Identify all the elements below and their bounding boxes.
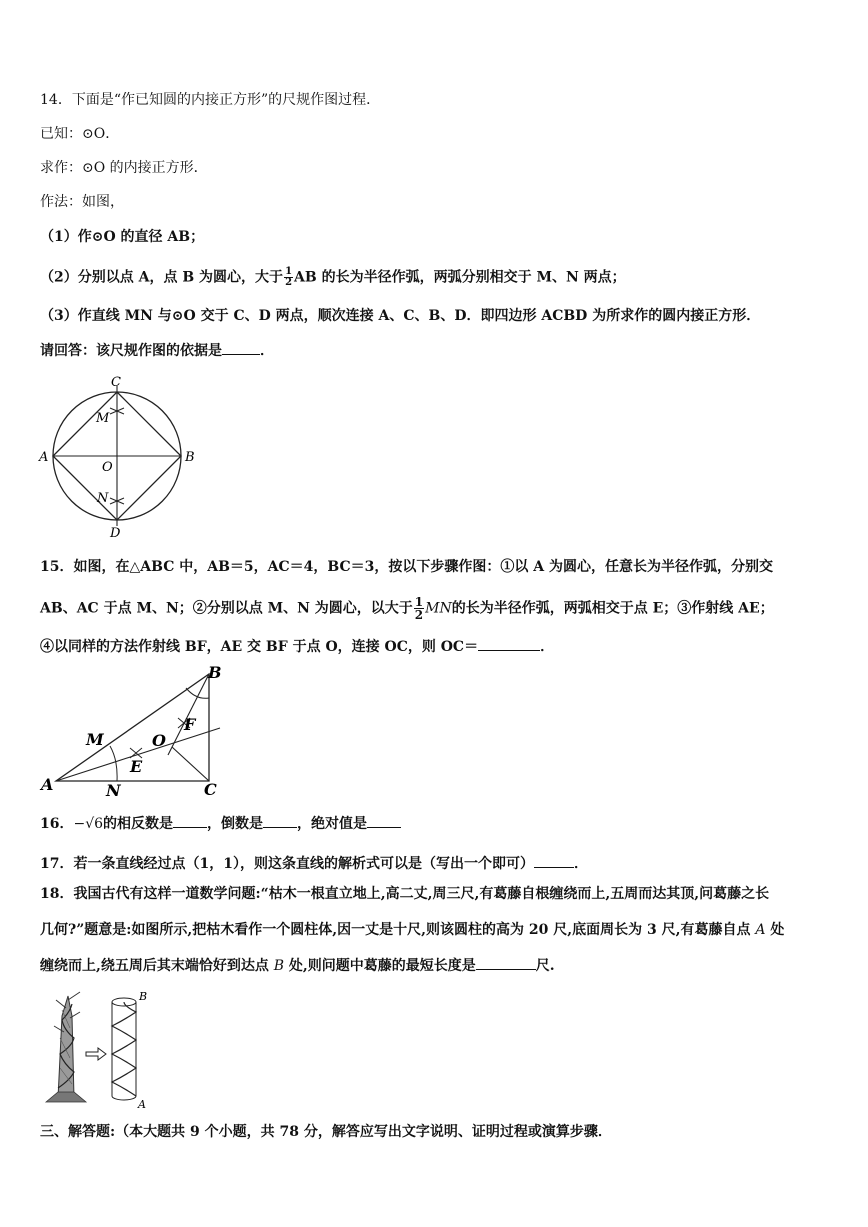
q15-frac-den: 2 [414,608,424,622]
q14-known: 已知：⊙O． [40,126,120,142]
q14-step2 [40,267,626,288]
q14-label-n: N [97,491,109,506]
q15-segment-oc [172,747,209,781]
q17-line [40,853,588,874]
q15-label-f: F [184,715,196,734]
q15-arc-b [186,688,209,698]
q18-line3-a: 缠绕而上,绕五周后其末端恰好到达点 [40,958,274,974]
q14-label-o: O [102,460,113,475]
q16-blank-absolute [367,813,401,828]
q14-label-b: B [185,450,195,465]
q14-step3: （3）作直线 MN 与⊙O 交于 C、D 两点，顺次连接 A、C、B、D．即四边形 ACBD 为所求作的圆内接正方形． [40,308,761,324]
q17-end: ． [573,856,588,872]
q14-ask [40,340,274,361]
q18-fig-label-a: A [138,1098,146,1110]
q14-answer-blank [222,340,260,355]
q15-line2-a: AB、AC 于点 M、N；②分别以点 M、N 为圆心，以大于 [40,600,413,617]
tree-roots [46,1092,86,1102]
q15-label-m: M [86,730,104,749]
q18-figure [40,988,160,1110]
q16-blank-reciprocal [263,813,297,828]
q18-line1: 18．我国古代有这样一道数学问题:“枯木一根直立地上,高二丈,周三尺,有葛藤自根缠绕而上,五周而达其顶,问葛藤之长 [40,886,770,902]
tree-trunk [58,996,74,1098]
q16-blank-opposite [173,813,207,828]
q14-step1: （1）作⊙O 的直径 AB； [40,229,205,245]
q14-ask-text: 请回答：该尺规作图的依据是 [40,343,222,359]
q18-point-b: B [273,958,285,974]
q14-step2-frac-den: 2 [285,277,293,288]
q15-label-e: E [130,757,143,776]
q14-label-a: A [39,450,49,465]
q15-line2-b: 的长为半径作弧，两弧相交于点 E；③作射线 AE； [451,600,774,617]
cylinder-bottom [112,1096,136,1100]
q14-step2-frac-num: 1 [285,266,293,277]
q14-step2-fraction [284,267,293,288]
q15-line2 [40,596,774,621]
q16-text-b: ，倒数是 [207,816,264,832]
q15-line3-end: ． [540,639,555,655]
cylinder-vine [112,1002,136,1096]
q14-step2-b: AB 的长为半径作弧，两弧分别相交于 M、N 两点； [294,269,626,286]
q18-line3-end: 尺. [535,958,555,974]
q15-fraction [414,596,424,621]
q15-label-n: N [106,781,121,800]
q16-line [40,813,401,834]
q18-line3-b: 处,则问题中葛藤的最短长度是 [284,958,476,974]
q14-figure [38,372,203,540]
q18-point-a: A [755,922,766,938]
q18-line2 [40,920,784,940]
q14-label-m: M [96,411,110,426]
q17-text: 17．若一条直线经过点（1，1），则这条直线的解析式可以是（写出一个即可） [40,856,534,872]
q16-expr: −√6 [73,816,104,832]
q18-line2-b: 处 [765,922,785,938]
q15-answer-blank [478,636,540,651]
q15-label-b: B [208,663,222,682]
q18-fig-label-b: B [139,990,148,1003]
q14-find: 求作：⊙O 的内接正方形． [40,160,208,176]
q15-frac-num: 1 [414,595,424,609]
q14-method: 作法：如图， [40,194,124,210]
q18-line3 [40,955,555,976]
q14-step2-a: （2）分别以点 A，点 B 为圆心，大于 [40,269,284,286]
q15-line1: 15．如图，在△ABC 中，AB＝5，AC＝4，BC＝3，按以下步骤作图：①以 A 为圆心，任意长为半径作弧，分别交 [40,559,773,575]
q15-mn: MN [425,600,452,617]
q15-label-c: C [204,780,217,799]
q17-answer-blank [534,853,574,868]
q15-line3-text: ④以同样的方法作射线 BF，AE 交 BF 于点 O，连接 OC，则 OC＝ [40,639,479,655]
q14-label-c: C [111,375,121,390]
q18-answer-blank [476,955,536,970]
q18-line2-a: 几何?”题意是:如图所示,把枯木看作一个圆柱体,因一丈是十尺,则该圆柱的高为 20 尺,底面周长为 3 尺,有葛藤自点 [40,922,756,938]
q15-label-a: A [41,775,54,794]
q15-line3 [40,636,554,657]
q16-text-a: 的相反数是 [103,816,174,832]
arrow-icon [86,1048,106,1060]
q16-text-c: ，绝对值是 [297,816,368,832]
section3-heading: 三、解答题:（本大题共 9 个小题，共 78 分，解答应写出文字说明、证明过程或演算步骤． [40,1124,612,1140]
q14-ask-end: ． [260,343,274,359]
q14-title: 14．下面是“作已知圆的内接正方形”的尺规作图过程． [40,92,381,108]
q15-label-o: O [152,731,166,750]
q16-prefix: 16． [40,816,74,832]
q14-label-d: D [110,526,121,540]
q15-figure [38,660,228,800]
